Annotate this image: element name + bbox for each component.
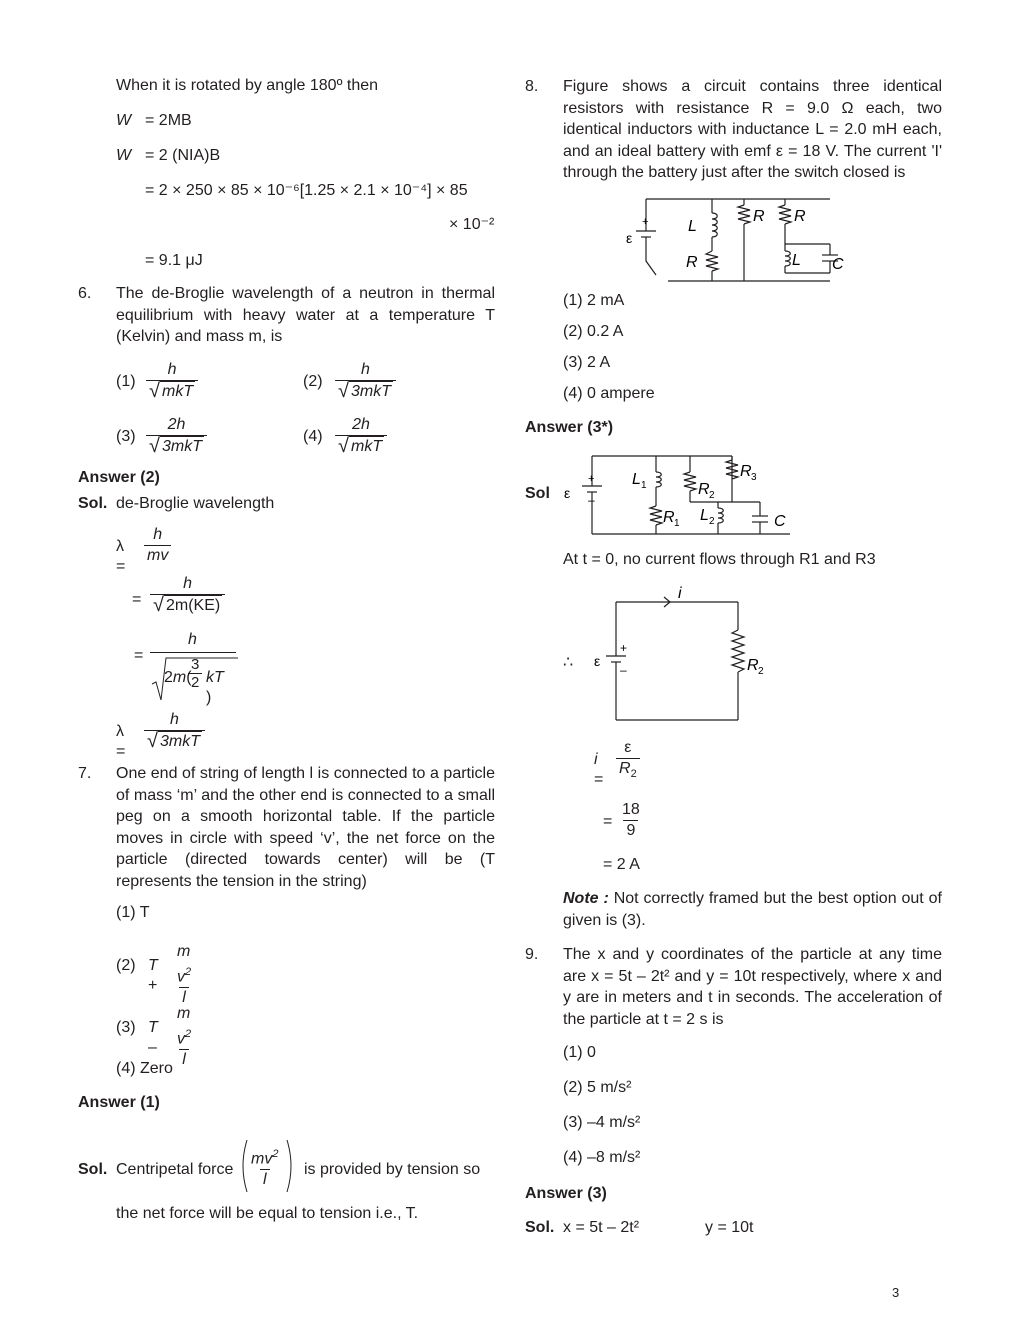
svg-text:L: L (792, 252, 801, 269)
q9-sol-label: Sol. (525, 1219, 555, 1236)
q5-intro: When it is rotated by angle 180º then (116, 77, 379, 94)
q8-text: Figure shows a circuit contains three identical resistors with resistance R = 9.0 Ω each, two identical inductors with inductance L = 2.0 mH each, and an ideal battery with emf ε = 18 V. The current 'I' through the battery just after the switch closed is (563, 78, 942, 182)
q9-sol-y: y = 10t (705, 1219, 754, 1236)
svg-text:ε: ε (564, 485, 571, 501)
q5-line2: = 2 (NIA)B (145, 147, 221, 164)
q7-sol-a: Centripetal force (116, 1161, 234, 1178)
svg-text:+: + (642, 216, 649, 228)
q9-option-2: (2) 5 m/s² (563, 1079, 632, 1096)
q9-option-4: (4) –8 m/s² (563, 1149, 641, 1166)
q8-simplified-circuit (590, 584, 780, 726)
page-number: 3 (892, 1285, 900, 1300)
svg-text:2: 2 (709, 516, 715, 527)
q7-sol-b: is provided by tension so (304, 1161, 481, 1178)
svg-text:L: L (700, 507, 709, 524)
q9-option-1: (1) 0 (563, 1044, 596, 1061)
q6-text: The de-Broglie wavelength of a neutron in thermal equilibrium with heavy water at a temperature T (Kelvin) and mass m, is (116, 285, 495, 346)
q8-option-3: (3) 2 A (563, 354, 611, 371)
svg-text:1: 1 (674, 518, 680, 529)
svg-text:R: R (753, 208, 765, 225)
svg-text:R: R (794, 208, 806, 225)
q5-line3: = 2 × 250 × 85 × 10⁻⁶[1.25 × 2.1 × 10⁻⁴] × 85 (145, 182, 468, 199)
q7-text: One end of string of length l is connected to a particle of mass ‘m’ and the other end is connected to a small peg on a smooth horizontal table. If the particle moves in circle with speed ‘v’, the net force on the particle (directed towards center) will be (T represents the tension in the string) (116, 765, 495, 890)
q5-line1: = 2MB (145, 112, 192, 129)
q7-sol-c: the net force will be equal to tension i.e., T. (116, 1205, 419, 1222)
q8-sol-circuit-diagram (560, 450, 800, 540)
svg-text:C: C (774, 513, 786, 530)
q7-answer: Answer (1) (78, 1094, 160, 1111)
q7-option-4: (4) Zero (116, 1060, 173, 1077)
q9-option-3: (3) –4 m/s² (563, 1114, 641, 1131)
q8-answer: Answer (3*) (525, 419, 614, 436)
svg-text:R: R (740, 463, 752, 480)
q9-answer: Answer (3) (525, 1185, 607, 1202)
w-symbol: W (116, 112, 132, 129)
q9-text: The x and y coordinates of the particle at any time are x = 5t – 2t² and y = 10t respectively, where x and y are in meters and t in seconds. The acceleration of the particle at t = 2 s is (563, 946, 942, 1028)
q7-option-1: (1) T (116, 904, 150, 921)
q7-number: 7. (78, 765, 92, 782)
svg-text:R: R (663, 509, 675, 526)
q8-option-4: (4) 0 ampere (563, 385, 655, 402)
q9-sol-x: x = 5t – 2t² (563, 1219, 640, 1236)
svg-text:3: 3 (751, 472, 757, 483)
therefore-symbol: ∴ (563, 654, 574, 671)
q6-sol-text: de-Broglie wavelength (116, 495, 275, 512)
q8-number: 8. (525, 78, 539, 95)
svg-text:R: R (698, 481, 710, 498)
q9-number: 9. (525, 946, 539, 963)
svg-text:2: 2 (758, 666, 764, 677)
q8-circuit-diagram (620, 195, 860, 290)
svg-text:2: 2 (709, 490, 715, 501)
q8-sol-text: At t = 0, no current flows through R1 and R3 (563, 551, 876, 568)
q5-result: = 9.1 μJ (145, 252, 203, 269)
svg-text:L: L (688, 218, 697, 235)
svg-text:C: C (832, 256, 844, 273)
svg-text:R: R (747, 657, 759, 674)
q7-sol-fraction: $\frac{mv^2}{l}$ (238, 1138, 296, 1194)
svg-text:R: R (686, 254, 698, 271)
q8-eq-result: = 2 A (603, 856, 640, 873)
q5-line3b: × 10⁻² (449, 216, 495, 233)
w-symbol: W (116, 147, 132, 164)
q7-sol-label: Sol. (78, 1161, 108, 1178)
svg-text:–: – (588, 493, 595, 507)
svg-text:ε: ε (594, 653, 601, 669)
svg-text:1: 1 (641, 480, 647, 491)
svg-text:L: L (632, 471, 641, 488)
q8-note: Note : Not correctly framed but the best option out of given is (3). (563, 890, 942, 929)
svg-text:–: – (620, 663, 627, 677)
svg-text:+: + (620, 641, 628, 655)
svg-text:ε: ε (626, 230, 633, 246)
q8-sol-label: Sol (525, 485, 550, 502)
q6-answer: Answer (2) (78, 469, 160, 486)
q8-option-2: (2) 0.2 A (563, 323, 624, 340)
q8-option-1: (1) 2 mA (563, 292, 625, 309)
q6-number: 6. (78, 285, 92, 302)
q6-sol-label: Sol. (78, 495, 108, 512)
svg-text:i: i (678, 585, 682, 602)
svg-text:+: + (588, 473, 595, 485)
